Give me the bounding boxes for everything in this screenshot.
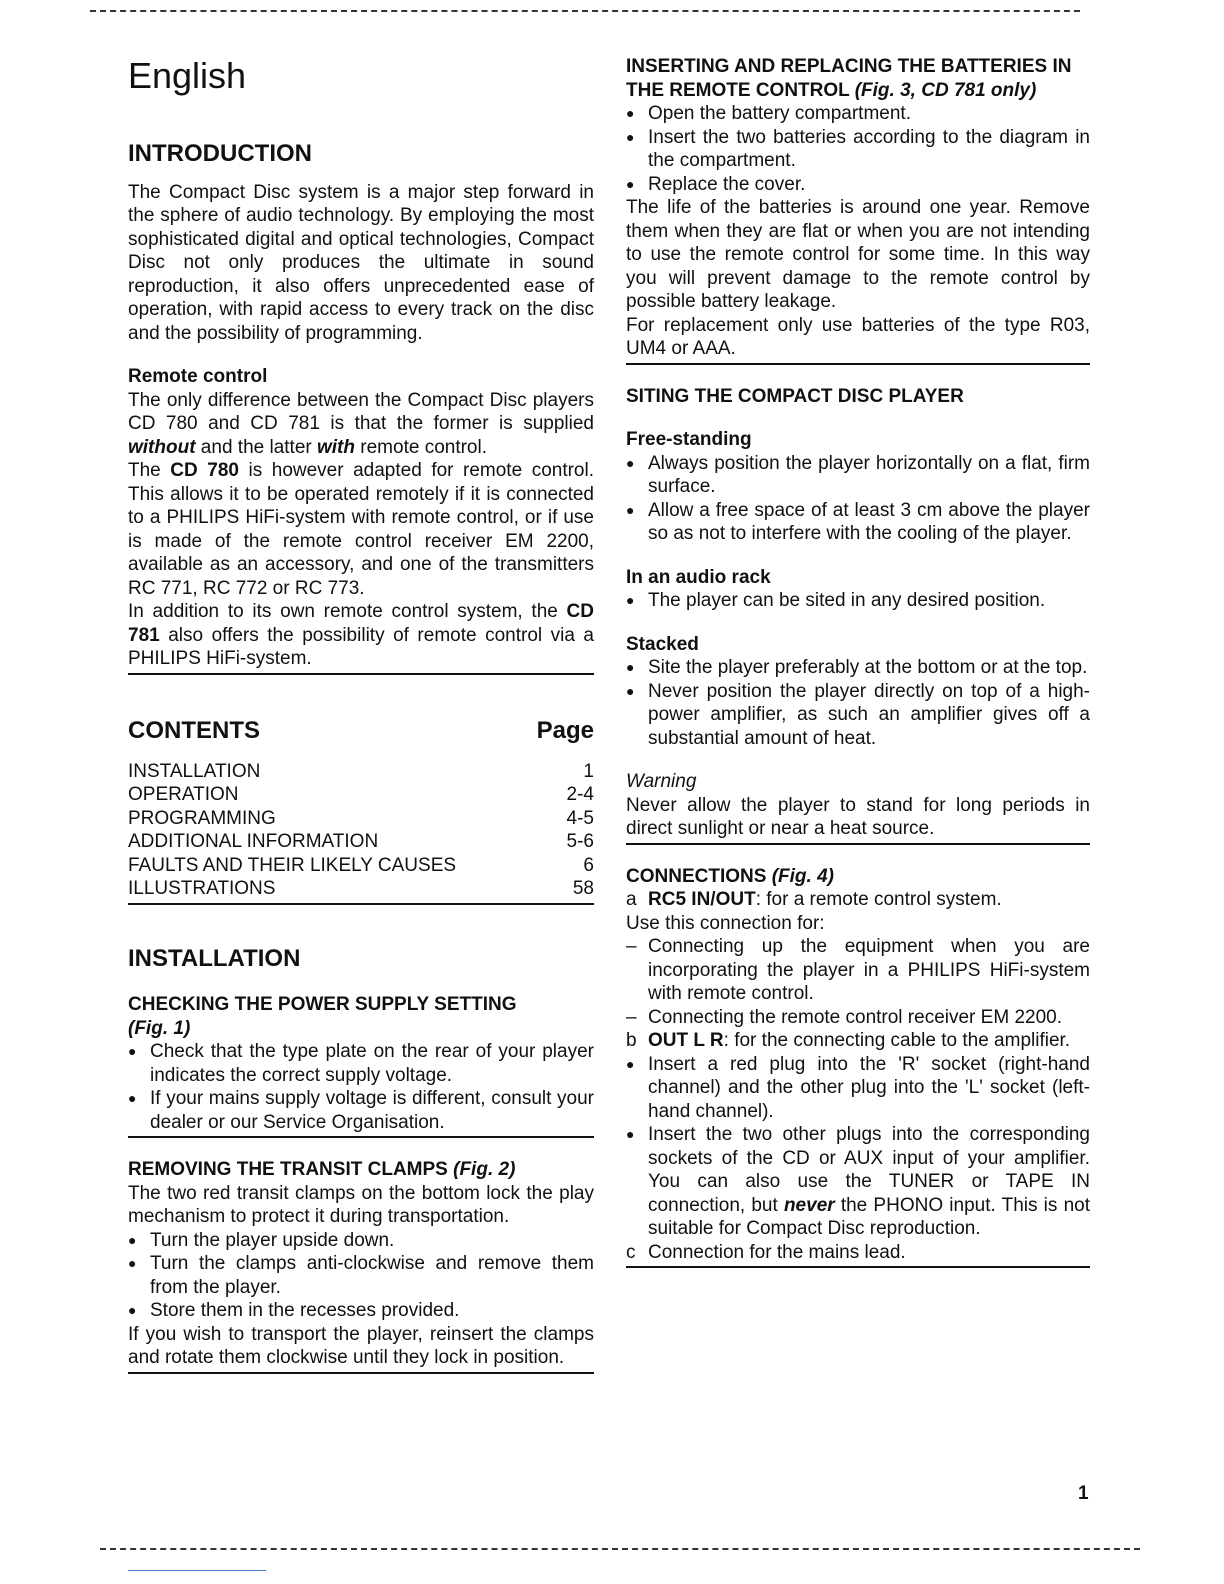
introduction-body: The Compact Disc system is a major step forward in the sphere of audio technology. By employing the most sophisticated digital and optical technologies, Compact Disc not only produces the ultimate in sound reproduction, it also offers unprecedented ease of operation, with rapid access to every track on the disc and the possibility of programming. [128, 181, 594, 344]
audio-rack-heading: In an audio rack [626, 566, 771, 588]
batteries-list [626, 102, 1090, 196]
contents-header [128, 717, 594, 746]
contents-page-label: Page [536, 716, 594, 744]
siting-heading: SITING THE COMPACT DISC PLAYER [626, 385, 964, 407]
batteries-type-text: For replacement only use batteries of the type R03, UM4 or AAA. [626, 314, 1090, 359]
batteries-heading: INSERTING AND REPLACING THE BATTERIES IN THE REMOTE CONTROL (Fig. 3, CD 781 only) [626, 56, 1072, 101]
toc-row: INSTALLATION 1 [128, 760, 594, 782]
power-supply-heading: CHECKING THE POWER SUPPLY SETTING [128, 994, 517, 1016]
list-item: ● Allow a free space of at least 3 cm above the player so as not to interfere with the cooling of the player. [626, 499, 1090, 546]
free-standing-list [626, 452, 1090, 546]
list-item: ● Check that the type plate on the rear of your player indicates the correct supply voltage. [128, 1040, 594, 1087]
right-column [626, 55, 1090, 1268]
list-item: ● Store them in the recesses provided. [128, 1299, 594, 1323]
list-item: ● Insert a red plug into the 'R' socket (right-hand channel) and the other plug into the 'L' socket (left-hand channel). [626, 1053, 1090, 1124]
section-divider [128, 1136, 594, 1138]
language-title: English [128, 55, 247, 96]
list-item: ● Always position the player horizontally on a flat, firm surface. [626, 452, 1090, 499]
list-item: ● Turn the clamps anti-clockwise and remove them from the player. [128, 1252, 594, 1299]
list-item: ● Insert the two other plugs into the corresponding sockets of the CD or AUX input of your amplifier. You can also use the TUNER or TAPE IN connection, but never the PHONO input. This is not suitable for Compact Disc reproduction. [626, 1123, 1090, 1241]
remote-control-heading: Remote control [128, 366, 268, 388]
list-item: ● Open the battery compartment. [626, 102, 1090, 126]
introduction-heading: INTRODUCTION [128, 140, 312, 167]
toc-row: ILLUSTRATIONS 58 [128, 878, 594, 900]
list-item: – Connecting up the equipment when you are incorporating the player in a PHILIPS HiFi-system with remote control. [626, 935, 1090, 1006]
free-standing-heading: Free-standing [626, 429, 752, 450]
scan-artifact-blue-line [128, 1570, 266, 1571]
section-divider [626, 843, 1090, 845]
connection-use-for: Use this connection for: [626, 912, 825, 934]
audio-rack-list [626, 589, 1090, 613]
connection-c: c Connection for the mains lead. [626, 1241, 906, 1263]
toc-row: FAULTS AND THEIR LIKELY CAUSES 6 [128, 854, 594, 876]
connection-a-uses [626, 935, 1090, 1029]
toc-row: PROGRAMMING 4-5 [128, 807, 594, 829]
toc-row: ADDITIONAL INFORMATION 5-6 [128, 831, 594, 853]
power-supply-list [128, 1040, 594, 1134]
page-number: 1 [1078, 1483, 1089, 1504]
list-item: ● Never position the player directly on top of a high-power amplifier, as such an amplifier gives off a substantial amount of heat. [626, 680, 1090, 751]
contents-heading: CONTENTS [128, 716, 260, 744]
list-item: – Connecting the remote control receiver EM 2200. [626, 1006, 1090, 1030]
list-item: ● Site the player preferably at the bottom or at the top. [626, 656, 1090, 680]
remote-control-para-3: In addition to its own remote control system, the CD 781 also offers the possibility of remote control via a PHILIPS HiFi-system. [128, 601, 594, 670]
list-item: ● Turn the player upside down. [128, 1229, 594, 1253]
section-divider [626, 1266, 1090, 1268]
transit-clamps-intro: The two red transit clamps on the bottom lock the play mechanism to protect it during transportation. [128, 1182, 594, 1228]
connection-a: a RC5 IN/OUT: for a remote control system. [626, 889, 1002, 910]
section-divider [128, 1372, 594, 1374]
transit-clamps-outro: If you wish to transport the player, reinsert the clamps and rotate them clockwise until they lock in position. [128, 1323, 594, 1369]
remote-control-para-2: The CD 780 is however adapted for remote control. This allows it to be operated remotely if it is connected to a PHILIPS HiFi-system with remote control, or if use is made of the remote control receiver EM 2200, available as an accessory, and one of the transmitters RC 771, RC 772 or RC 773. [128, 460, 594, 599]
connections-heading: CONNECTIONS (Fig. 4) [626, 865, 834, 887]
toc-row: OPERATION 2-4 [128, 784, 594, 806]
list-item: ● If your mains supply voltage is different, consult your dealer or our Service Organisation. [128, 1087, 594, 1134]
connection-b-list [626, 1053, 1090, 1241]
warning-heading: Warning [626, 771, 697, 792]
list-item: ● Replace the cover. [626, 173, 1090, 197]
left-column [128, 50, 594, 1374]
section-divider [626, 363, 1090, 365]
stacked-list [626, 656, 1090, 750]
remote-control-para-1: The only difference between the Compact Disc players CD 780 and CD 781 is that the former is supplied without and the latter with remote control. [128, 389, 594, 458]
stacked-heading: Stacked [626, 633, 699, 655]
list-item: ● Insert the two batteries according to the diagram in the compartment. [626, 126, 1090, 173]
scan-artifact-bottom [100, 1548, 1140, 1550]
scan-artifact-top [90, 10, 1080, 12]
transit-clamps-heading: REMOVING THE TRANSIT CLAMPS (Fig. 2) [128, 1159, 516, 1181]
connection-b: b OUT L R: for the connecting cable to the amplifier. [626, 1030, 1071, 1051]
warning-body: Never allow the player to stand for long periods in direct sunlight or near a heat source. [626, 794, 1090, 839]
list-item: ● The player can be sited in any desired position. [626, 589, 1090, 613]
contents-table [128, 760, 594, 901]
power-supply-fig: (Fig. 1) [128, 1017, 191, 1039]
batteries-life-text: The life of the batteries is around one year. Remove them when they are flat or when you are not intending to use the remote control for some time. In this way you will prevent damage to the remote control by possible battery leakage. [626, 197, 1090, 312]
installation-heading: INSTALLATION [128, 944, 301, 972]
transit-clamps-list [128, 1229, 594, 1323]
